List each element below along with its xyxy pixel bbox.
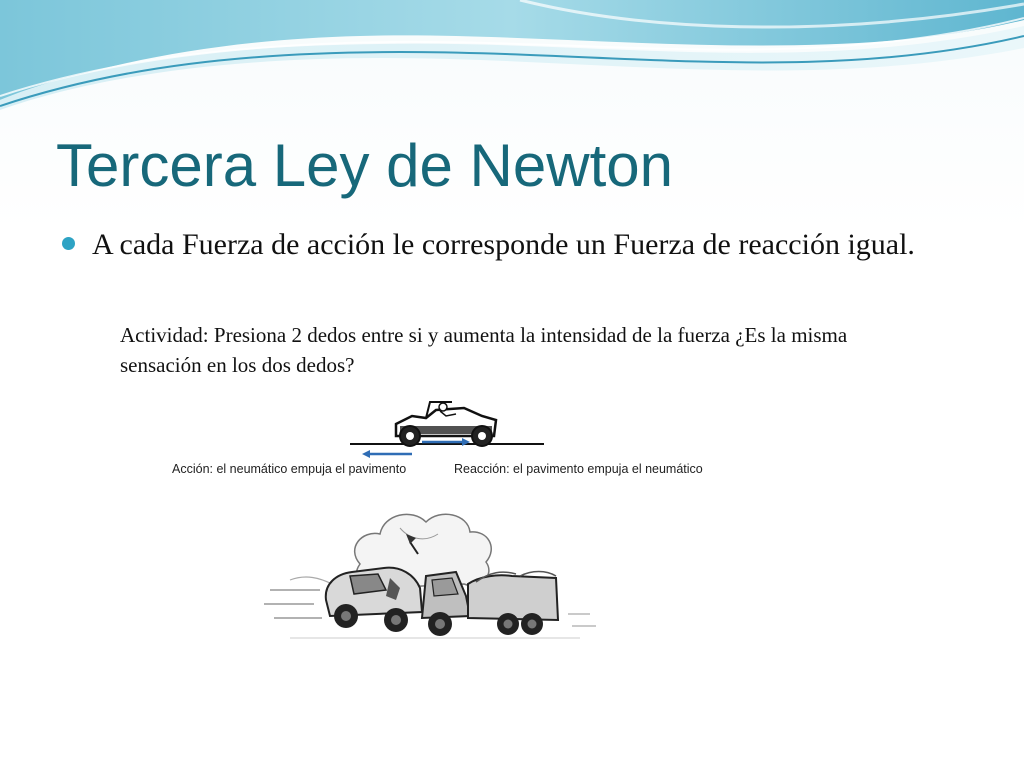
car-truck-collision-illustration <box>250 504 606 652</box>
activity-text: Actividad: Presiona 2 dedos entre si y aumenta la intensidad de la fuerza ¿Es la misma sensación en los dos dedos? <box>120 323 848 377</box>
caption-reaction: Reacción: el pavimento empuja el neumático <box>454 462 703 476</box>
buggy-car-illustration <box>164 394 752 492</box>
bullet-dot-icon <box>62 237 75 250</box>
figure-car-action-reaction <box>164 394 752 492</box>
slide-title: Tercera Ley de Newton <box>56 132 673 199</box>
caption-action: Acción: el neumático empuja el pavimento <box>172 462 407 476</box>
figure-collision <box>250 504 606 652</box>
header-waves-decoration <box>0 0 1024 130</box>
bullet-text: A cada Fuerza de acción le corresponde un Fuerza de reacción igual. <box>92 228 915 261</box>
